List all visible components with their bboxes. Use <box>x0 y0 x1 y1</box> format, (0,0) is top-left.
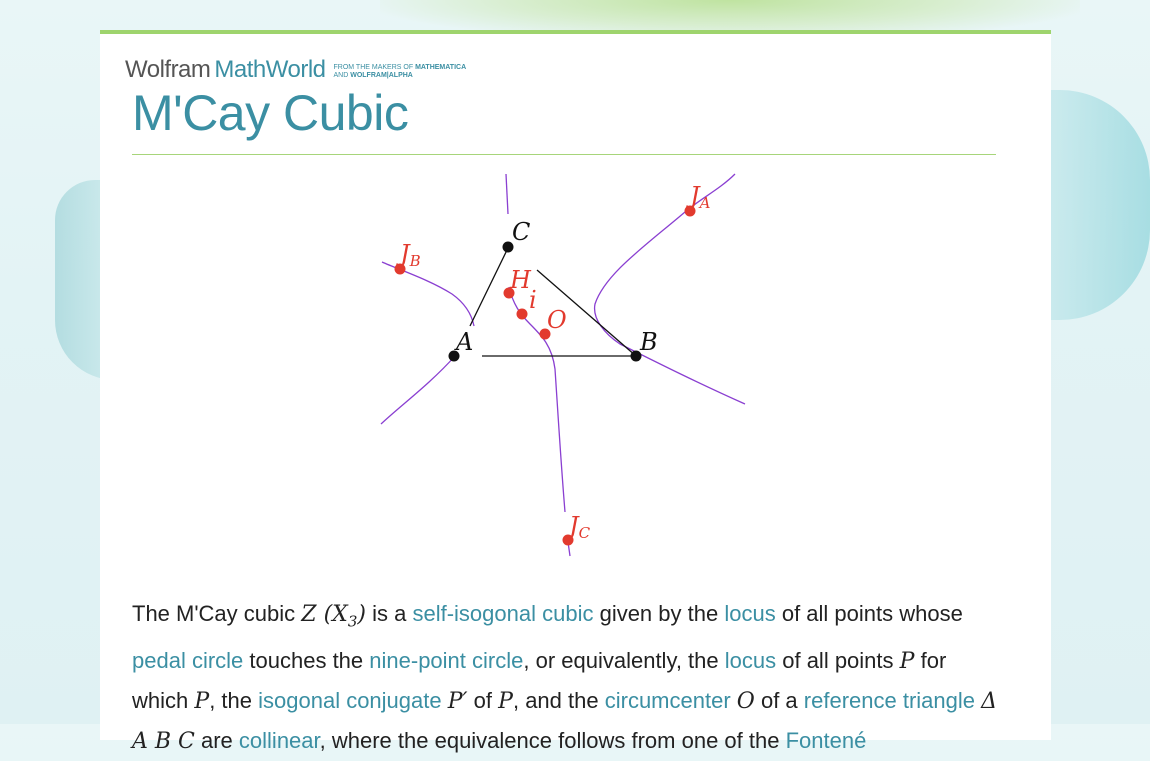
math-z-x3: Z $(X_3)$ <box>301 602 366 631</box>
point-h-label: H <box>510 266 531 294</box>
link-circumcenter[interactable]: circumcenter <box>604 688 731 714</box>
point-jc-label: JC <box>569 512 591 542</box>
point-i-marker <box>517 309 528 320</box>
point-c-label: C <box>512 218 531 246</box>
curve-branch-lower-left <box>381 356 455 424</box>
page-title: M'Cay Cubic <box>132 85 409 141</box>
link-reference-triangle[interactable]: reference triangle <box>803 688 976 714</box>
link-collinear[interactable]: collinear <box>238 728 320 754</box>
link-locus-2[interactable]: locus <box>724 648 777 674</box>
logo-wolfram: Wolfram <box>125 56 211 83</box>
link-locus[interactable]: locus <box>724 601 776 626</box>
curve-branch-right <box>595 174 745 404</box>
background-right-surface <box>1040 90 1150 320</box>
point-o-label: O <box>547 306 567 334</box>
link-self-isogonal-cubic[interactable]: self-isogonal cubic <box>412 601 594 626</box>
triangle-side-ac <box>470 248 508 326</box>
point-i-label: i <box>529 286 537 314</box>
curve-branch-top <box>506 174 508 214</box>
point-a-label: A <box>456 328 474 356</box>
point-ja-label: JA <box>690 182 711 212</box>
link-isogonal-conjugate[interactable]: isogonal conjugate <box>258 688 442 714</box>
link-fontene[interactable]: Fontené <box>785 728 867 754</box>
logo-mathworld: MathWorld <box>214 56 326 83</box>
point-b-label: B <box>640 328 658 356</box>
logo-tagline: FROM THE MAKERS OF MATHEMATICA AND WOLFRAM|ALPHA <box>333 64 467 79</box>
point-jb-label: JB <box>400 240 421 270</box>
article-card <box>100 30 1051 755</box>
link-pedal-circle[interactable]: pedal circle <box>132 648 244 674</box>
link-nine-point-circle[interactable]: nine-point circle <box>369 648 524 674</box>
article-paragraph: The M'Cay cubic Z $(X_3)$ is a self-isogonal cubic given by the locus of all points whose pedal circle touches the nine-point circle, or equivalently, the locus of all points P for which P, the isogonal conjugate P′ of P, and the circumcenter O of a reference triangle Δ A B C are collinear, where the equivalence follows from one of the Fontené <box>132 601 998 755</box>
